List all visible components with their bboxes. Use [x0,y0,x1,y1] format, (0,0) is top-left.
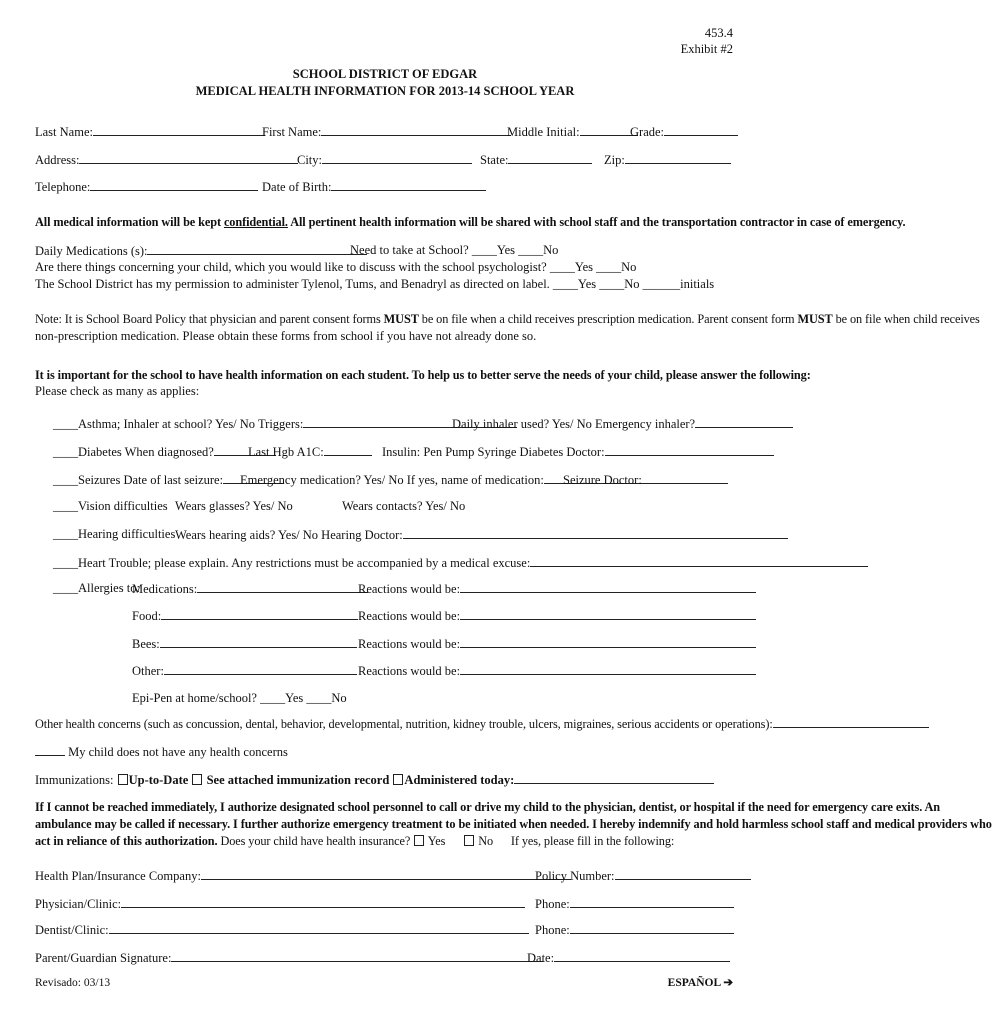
authorization-reliance: act in reliance of this authorization. [35,834,218,848]
hearing-difficulties[interactable]: ____Hearing difficulties [53,527,176,541]
dob-label: Date of Birth: [262,180,332,194]
middle-initial-field[interactable] [507,124,638,139]
administered-today-blank[interactable] [514,772,714,784]
insulin-field[interactable] [382,444,774,459]
immunizations-row [35,772,714,787]
dentist-field[interactable] [35,922,529,937]
confidential-statement [35,215,905,229]
allergy-other-reactions[interactable] [358,663,756,678]
date-label: Date: [527,951,555,965]
physician-label: Physician/Clinic: [35,897,122,911]
policy-note-line2: non-prescription medication. Please obtain these forms from school if you have not already done so. [35,329,537,343]
city-field[interactable] [297,152,472,167]
asthma-label: ____Asthma; Inhaler at school? Yes/ No Triggers: [53,417,304,431]
authorization-line3 [35,834,674,848]
otc-permission[interactable]: The School District has my permission to administer Tylenol, Tums, and Benadryl as directed on label. ____Yes ____No ______initials [35,277,715,291]
policy-number-field[interactable] [535,868,751,883]
insurance-yes-checkbox[interactable] [414,835,424,846]
diabetes-label: ____Diabetes When diagnosed? [53,445,214,459]
attached-record-checkbox[interactable] [192,774,202,785]
zip-field[interactable] [604,152,731,167]
grade-field[interactable] [630,124,738,139]
vision-difficulties[interactable]: ____Vision difficulties [53,499,168,513]
confidential-pre: All medical information will be kept [35,215,224,229]
telephone-label: Telephone: [35,180,91,194]
hgb-field[interactable] [248,444,372,459]
policy-number-label: Policy Number: [535,869,615,883]
no-concerns-label: My child does not have any health concerns [68,745,288,759]
administered-today-checkbox[interactable] [393,774,403,785]
no-concerns-blank[interactable] [35,744,65,756]
first-name-label: First Name: [262,125,322,139]
allergy-food-reactions[interactable] [358,608,756,623]
check-instructions: Please check as many as applies: [35,384,200,398]
arrow-right-icon: ➔ [723,977,733,989]
espanol-label: ESPAÑOL [667,977,724,989]
dentist-phone-label: Phone: [535,923,570,937]
heart-trouble-field[interactable] [53,555,868,570]
note-mid: be on file when a child receives prescription medication. Parent consent form [418,312,798,326]
allergy-bees-field[interactable] [132,636,357,651]
no-concerns-option[interactable] [35,744,288,759]
other-concerns-field[interactable] [35,716,929,731]
insurance-followup: If yes, please fill in the following: [510,834,675,848]
note-must-2: MUST [797,312,833,326]
dentist-label: Dentist/Clinic: [35,923,109,937]
district-title: SCHOOL DISTRICT OF EDGAR [292,67,478,81]
dentist-phone-field[interactable] [535,922,734,937]
hearing-aids-field[interactable] [175,527,788,542]
authorization-line2: ambulance may be called if necessary. I further authorize emergency treatment to be initiated when needed. I hereby indemnify and hold harmless school staff and medical providers who [35,817,992,831]
reactions-label-1: Reactions would be: [358,582,461,596]
last-name-field[interactable] [35,124,265,139]
reactions-label-4: Reactions would be: [358,664,461,678]
address-field[interactable] [35,152,298,167]
heart-trouble-label: ____Heart Trouble; please explain. Any restrictions must be accompanied by a medical excuse: [53,556,531,570]
asthma-inhaler-label: Daily inhaler used? Yes/ No Emergency inhaler? [452,417,696,431]
note-pre: Note: It is School Board Policy that physician and parent consent forms [35,312,384,326]
confidential-post: All pertinent health information will be shared with school staff and the transportation contractor in case of emergency. [287,215,906,229]
state-label: State: [480,153,509,167]
insurance-question: Does your child have health insurance? [217,834,414,848]
allergies-label[interactable]: ____Allergies to: [53,581,140,595]
administered-today-label: Administered today: [404,773,515,787]
wears-glasses[interactable]: Wears glasses? Yes/ No [175,499,293,513]
dob-field[interactable] [262,179,486,194]
telephone-field[interactable] [35,179,258,194]
insulin-label: Insulin: Pen Pump Syringe Diabetes Doctor: [382,445,605,459]
insurance-no-checkbox[interactable] [464,835,474,846]
psychologist-question[interactable]: Are there things concerning your child, which you would like to discuss with the school psychologist? ____Yes ____No [35,260,637,274]
reactions-label-2: Reactions would be: [358,609,461,623]
insurance-no-label: No [475,834,494,848]
seizures-label: ____Seizures Date of last seizure: [53,473,224,487]
note-post: be on file when child receives [832,312,980,326]
allergy-other-label: Other: [132,664,164,678]
note-must-1: MUST [383,312,419,326]
other-concerns-label: Other health concerns (such as concussion, dental, behavior, developmental, nutrition, kidney trouble, ulcers, migraines, serious accidents or operations): [35,717,773,731]
allergy-medications-field[interactable] [132,581,368,596]
first-name-field[interactable] [262,124,511,139]
document-code: 453.4 [704,26,733,40]
seizure-doctor-field[interactable] [563,472,728,487]
state-field[interactable] [480,152,592,167]
physician-phone-label: Phone: [535,897,570,911]
allergy-food-label: Food: [132,609,162,623]
seizure-doctor-label: Seizure Doctor: [563,473,642,487]
health-info-intro: It is important for the school to have health information on each student. To help us to better serve the needs of your child, please answer the following: [35,368,811,382]
wears-contacts[interactable]: Wears contacts? Yes/ No [342,499,466,513]
need-at-school[interactable]: Need to take at School? ____Yes ____No [350,243,559,257]
address-label: Address: [35,153,80,167]
asthma-inhaler-field[interactable] [452,416,793,431]
immunizations-label: Immunizations: [35,773,117,787]
hearing-aids-label: Wears hearing aids? Yes/ No Hearing Doctor: [175,528,403,542]
emergency-medication-label: Emergency medication? Yes/ No If yes, name of medication: [240,473,544,487]
date-field[interactable] [527,950,730,965]
daily-medications-label: Daily Medications (s): [35,244,148,258]
physician-field[interactable] [35,896,525,911]
insurance-yes-label: Yes [425,834,446,848]
allergy-bees-label: Bees: [132,637,160,651]
grade-label: Grade: [630,125,665,139]
confidential-word: confidential. [223,215,288,229]
epipen-question[interactable]: Epi-Pen at home/school? ____Yes ____No [132,691,347,705]
allergy-other-field[interactable] [132,663,357,678]
asthma-field[interactable] [53,416,517,431]
city-label: City: [297,153,323,167]
reactions-label-3: Reactions would be: [358,637,461,651]
diabetes-field[interactable] [53,444,276,459]
insurance-company-label: Health Plan/Insurance Company: [35,869,201,883]
allergy-food-field[interactable] [132,608,358,623]
hgb-label: Last Hgb A1C: [248,445,324,459]
allergy-medications-label: Medications: [132,582,198,596]
espanol-link[interactable] [668,976,733,990]
physician-phone-field[interactable] [535,896,734,911]
signature-field[interactable] [35,950,543,965]
daily-medications-field[interactable] [35,243,367,258]
policy-note-line1 [35,312,980,326]
allergy-bees-reactions[interactable] [358,636,756,651]
revision-date: Revisado: 03/13 [35,977,111,989]
form-title: MEDICAL HEALTH INFORMATION FOR 2013-14 SCHOOL YEAR [195,84,575,98]
last-name-label: Last Name: [35,125,93,139]
exhibit-label: Exhibit #2 [680,42,733,56]
up-to-date-checkbox[interactable] [118,774,128,785]
authorization-line1: If I cannot be reached immediately, I authorize designated school personnel to call or drive my child to the physician, dentist, or hospital if the need for emergency care exits. An [35,800,941,814]
signature-label: Parent/Guardian Signature: [35,951,172,965]
insurance-company-field[interactable] [35,868,571,883]
middle-initial-label: Middle Initial: [507,125,580,139]
zip-label: Zip: [604,153,625,167]
attached-record-label: See attached immunization record [203,773,393,787]
allergy-medications-reactions[interactable] [358,581,756,596]
up-to-date-label: Up-to-Date [128,773,192,787]
